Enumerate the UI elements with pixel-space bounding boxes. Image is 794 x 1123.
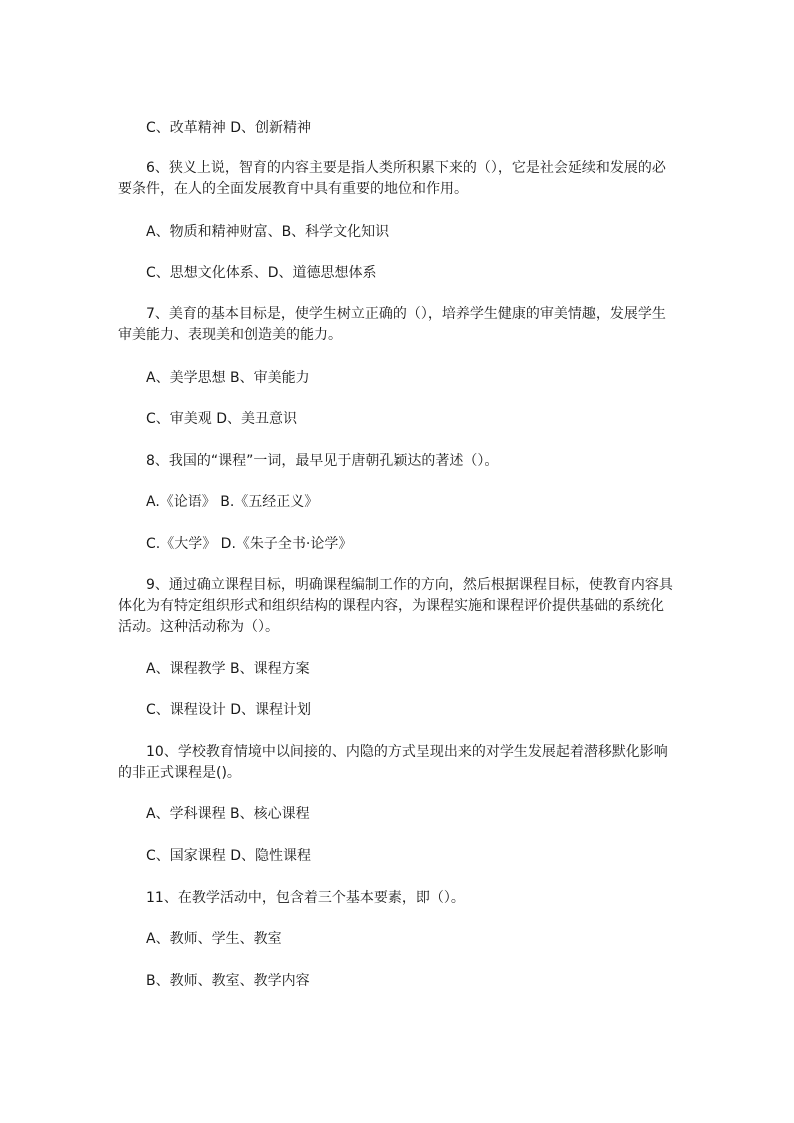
- question-9: [118, 575, 673, 638]
- question-9-line-1: 9、通过确立课程目标，明确课程编制工作的方向，然后根据课程目标，使教育内容具: [146, 577, 673, 593]
- option-line-a-b-q9: A、课程教学 B、课程方案: [146, 661, 310, 677]
- question-6-line-2: 要条件，在人的全面发展教育中具有重要的地位和作用。: [118, 181, 468, 197]
- option-line-c-d-q8: C.《大学》 D.《朱子全书·论学》: [146, 536, 353, 552]
- question-8: 8、我国的“课程”一词，最早见于唐朝孔颖达的著述（）。: [146, 453, 499, 469]
- question-7: [118, 304, 670, 346]
- question-10-line-1: 10、学校教育情境中以间接的、内隐的方式呈现出来的对学生发展起着潜移默化影响: [146, 744, 668, 760]
- option-line-c-d-q6: C、思想文化体系、D、道德思想体系: [146, 265, 377, 281]
- question-9-line-2: 体化为有特定组织形式和组织结构的课程内容，为课程实施和课程评价提供基础的系统化: [118, 598, 664, 614]
- option-line-a-b-q10: A、学科课程 B、核心课程: [146, 806, 310, 822]
- option-line-c-d-q5: C、改革精神 D、创新精神: [146, 120, 312, 136]
- question-10: [118, 742, 670, 784]
- question-7-line-2: 审美能力、表现美和创造美的能力。: [118, 327, 342, 343]
- option-line-a-b-q8: A.《论语》 B.《五经正义》: [146, 494, 319, 510]
- question-11: 11、在教学活动中，包含着三个基本要素，即（）。: [146, 890, 465, 906]
- option-a-q11: A、教师、学生、教室: [146, 931, 282, 947]
- question-6: [118, 158, 670, 200]
- option-line-a-b-q6: A、物质和精神财富、B、科学文化知识: [146, 224, 390, 240]
- option-line-a-b-q7: A、美学思想 B、审美能力: [146, 370, 310, 386]
- option-line-c-d-q7: C、审美观 D、美丑意识: [146, 411, 298, 427]
- question-9-line-3: 活动。这种活动称为（）。: [118, 619, 279, 635]
- option-line-c-d-q10: C、国家课程 D、隐性课程: [146, 848, 312, 864]
- question-6-line-1: 6、狭义上说，智育的内容主要是指人类所积累下来的（），它是社会延续和发展的必: [146, 160, 666, 176]
- option-line-c-d-q9: C、课程设计 D、课程计划: [146, 702, 312, 718]
- option-b-q11: B、教师、教室、教学内容: [146, 973, 310, 989]
- document-page: [118, 0, 678, 1123]
- question-7-line-1: 7、美育的基本目标是，使学生树立正确的（），培养学生健康的审美情趣，发展学生: [146, 306, 666, 322]
- question-10-line-2: 的非正式课程是()。: [118, 765, 241, 781]
